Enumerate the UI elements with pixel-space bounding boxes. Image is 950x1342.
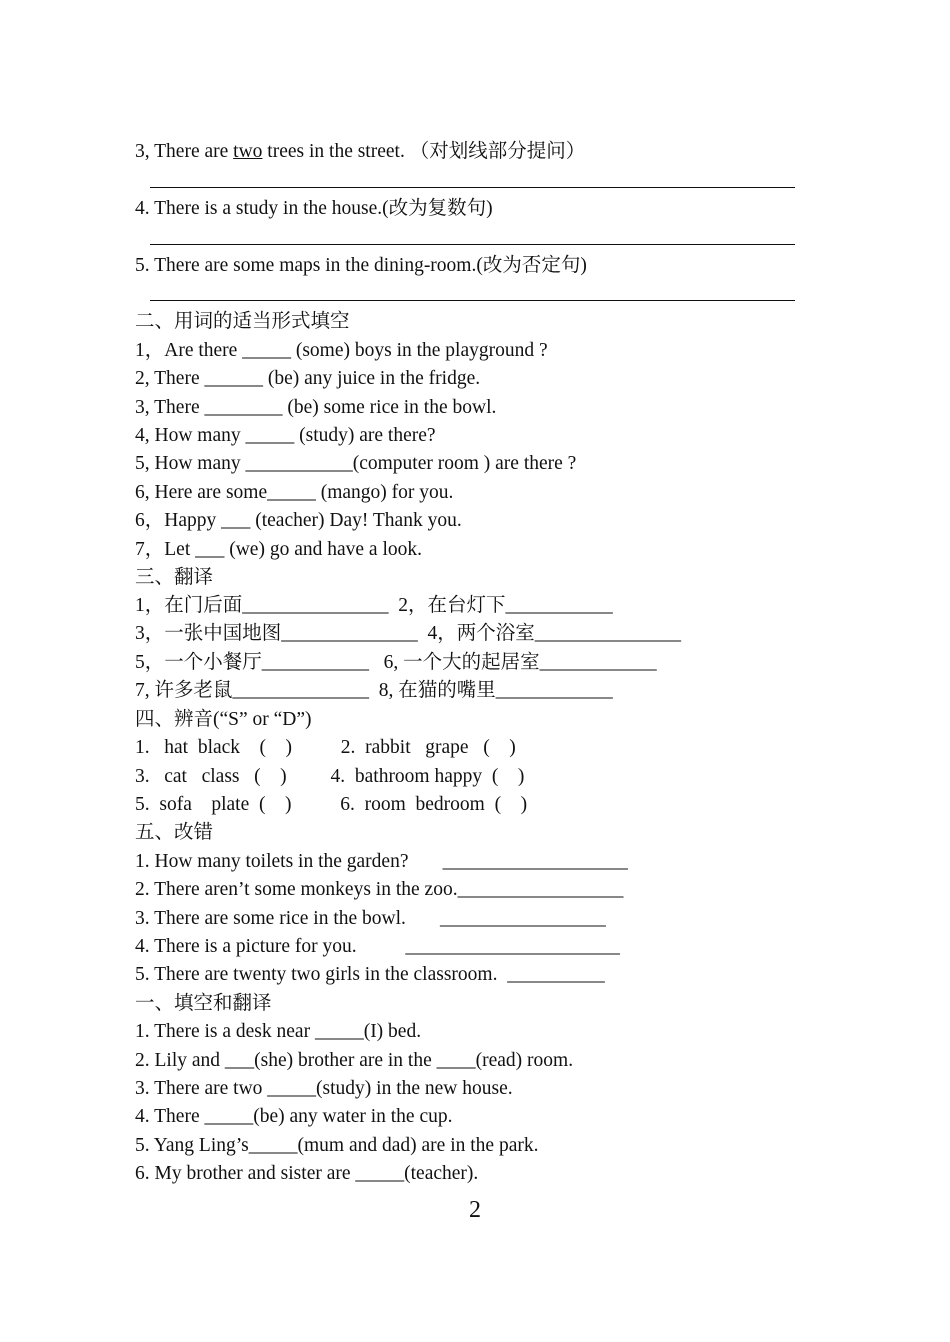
answer-line <box>150 244 795 245</box>
translate-row-1: 1，在门后面_______________ 2，在台灯下___________ <box>135 595 613 616</box>
correction-item-5: 5. There are twenty two girls in the classroom. __________ <box>135 964 605 985</box>
correction-item-4: 4. There is a picture for you. ______________________ <box>135 936 620 957</box>
section-heading-2: 二、用词的适当形式填空 <box>135 311 350 332</box>
blank-item-2: 2. Lily and ___(she) brother are in the ____(read) room. <box>135 1050 574 1071</box>
fill-item-3: 3, There ________ (be) some rice in the bowl. <box>135 397 497 418</box>
fill-item-7: 7，Let ___ (we) go and have a look. <box>135 539 422 560</box>
question-rewrite-5: 5. There are some maps in the dining-room.(改为否定句) <box>135 255 587 276</box>
blank-item-5: 5. Yang Ling’s_____(mum and dad) are in the park. <box>135 1135 539 1156</box>
phonics-row-3: 5. sofa plate ( ) 6. room bedroom ( ) <box>135 794 528 815</box>
blank-item-4: 4. There _____(be) any water in the cup. <box>135 1106 453 1127</box>
page-number: 2 <box>469 1197 481 1223</box>
phonics-row-1: 1. hat black ( ) 2. rabbit grape ( ) <box>135 737 516 758</box>
section-heading-3: 三、翻译 <box>135 567 214 588</box>
section-heading-1: 一、填空和翻译 <box>135 993 272 1014</box>
translate-row-3: 5，一个小餐厅___________ 6, 一个大的起居室____________ <box>135 652 657 673</box>
blank-item-3: 3. There are two _____(study) in the new house. <box>135 1078 513 1099</box>
fill-item-4: 4, How many _____ (study) are there? <box>135 425 436 446</box>
translate-row-2: 3，一张中国地图______________ 4，两个浴室_______________ <box>135 623 682 644</box>
correction-item-1: 1. How many toilets in the garden? ___________________ <box>135 851 628 872</box>
section-heading-5: 五、改错 <box>135 822 214 843</box>
fill-item-5: 5, How many ___________(computer room ) are there ? <box>135 453 577 474</box>
answer-line <box>150 187 795 188</box>
question-rewrite-3: 3, There are two trees in the street. （对划线部分提问） <box>135 141 586 162</box>
fill-item-6b: 6，Happy ___ (teacher) Day! Thank you. <box>135 510 462 531</box>
fill-item-6: 6, Here are some_____ (mango) for you. <box>135 482 454 503</box>
correction-item-2: 2. There aren’t some monkeys in the zoo._________________ <box>135 879 624 900</box>
underlined-word: two <box>233 141 263 162</box>
correction-item-3: 3. There are some rice in the bowl. _________________ <box>135 908 606 929</box>
phonics-row-2: 3. cat class ( ) 4. bathroom happy ( ) <box>135 766 525 787</box>
question-rewrite-4: 4. There is a study in the house.(改为复数句) <box>135 198 493 219</box>
blank-item-6: 6. My brother and sister are _____(teacher). <box>135 1163 479 1184</box>
section-heading-4: 四、辨音(“S” or “D”) <box>135 709 312 730</box>
fill-item-2: 2, There ______ (be) any juice in the fridge. <box>135 368 481 389</box>
blank-item-1: 1. There is a desk near _____(I) bed. <box>135 1021 422 1042</box>
answer-line <box>150 300 795 301</box>
translate-row-4: 7, 许多老鼠______________ 8, 在猫的嘴里____________ <box>135 680 613 701</box>
fill-item-1: 1，Are there _____ (some) boys in the playground ? <box>135 340 548 361</box>
